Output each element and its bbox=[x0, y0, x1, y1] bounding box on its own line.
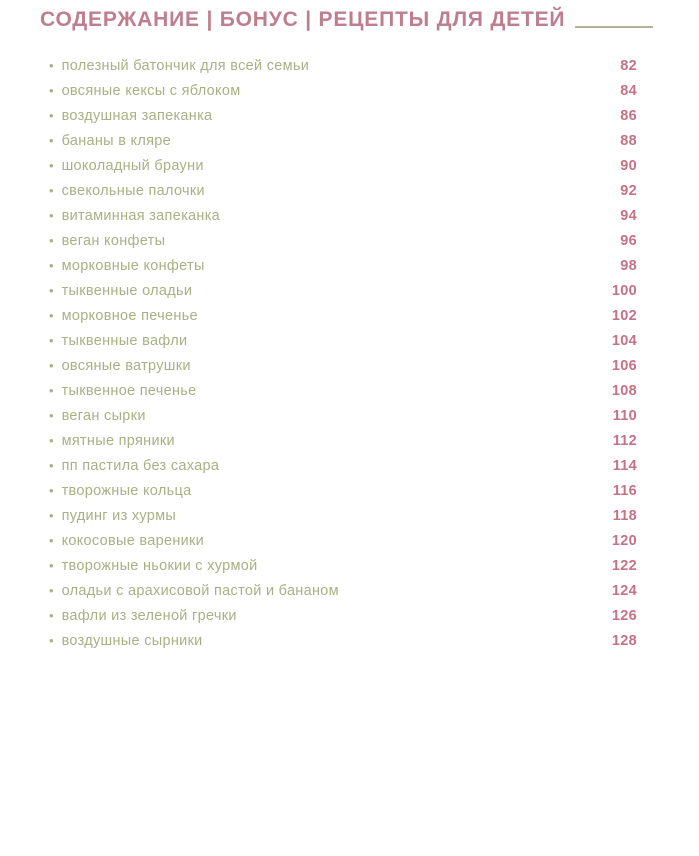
bullet-icon: • bbox=[49, 358, 54, 373]
toc-entry-page: 102 bbox=[611, 307, 637, 324]
bullet-icon: • bbox=[49, 308, 54, 323]
bullet-icon: • bbox=[49, 133, 54, 148]
toc-entry-page: 84 bbox=[620, 82, 637, 99]
toc-entry-label: свекольные палочки bbox=[61, 182, 205, 199]
toc-entry-left bbox=[40, 558, 258, 574]
page-title: СОДЕРЖАНИЕ | БОНУС | РЕЦЕПТЫ ДЛЯ ДЕТЕЙ bbox=[40, 8, 566, 31]
toc-entry-left bbox=[40, 308, 198, 324]
toc-entry[interactable] bbox=[40, 328, 637, 353]
toc-entry[interactable] bbox=[40, 428, 637, 453]
toc-entry[interactable] bbox=[40, 378, 637, 403]
bullet-icon: • bbox=[49, 483, 54, 498]
toc-entry-page: 88 bbox=[620, 132, 637, 149]
toc-entry-label: тыквенное печенье bbox=[61, 382, 197, 399]
toc-entry-page: 90 bbox=[620, 157, 637, 174]
toc-entry-page: 108 bbox=[611, 382, 637, 399]
toc-entry-page: 104 bbox=[611, 332, 637, 349]
toc-entry-label: творожные ньокии с хурмой bbox=[61, 557, 258, 574]
toc-entry-page: 124 bbox=[611, 582, 637, 599]
toc-entry-left bbox=[40, 458, 219, 474]
toc-entry-label: полезный батончик для всей семьи bbox=[61, 57, 310, 74]
toc-entry-page: 110 bbox=[612, 407, 637, 424]
toc-entry-label: витаминная запеканка bbox=[61, 207, 221, 224]
toc-entry-label: овсяные ватрушки bbox=[61, 357, 191, 374]
toc-entry-label: шоколадный брауни bbox=[61, 157, 204, 174]
toc-entry-label: творожные кольца bbox=[61, 482, 192, 499]
bullet-icon: • bbox=[49, 558, 54, 573]
toc-entry-label: морковное печенье bbox=[61, 307, 198, 324]
toc-entry-left bbox=[40, 133, 171, 149]
toc-entry-left bbox=[40, 508, 176, 524]
toc-entry-left bbox=[40, 433, 175, 449]
toc-entry[interactable] bbox=[40, 178, 637, 203]
bullet-icon: • bbox=[49, 383, 54, 398]
toc-entry-left bbox=[40, 583, 339, 599]
toc-entry-page: 86 bbox=[620, 107, 637, 124]
bullet-icon: • bbox=[49, 408, 54, 423]
toc-entry-label: мятные пряники bbox=[61, 432, 175, 449]
toc-header bbox=[0, 0, 699, 32]
toc-entry[interactable] bbox=[40, 78, 637, 103]
toc-entry-left bbox=[40, 358, 191, 374]
toc-entry-label: кокосовые вареники bbox=[61, 532, 205, 549]
toc-entry-page: 94 bbox=[620, 207, 637, 224]
title-rule-line bbox=[575, 26, 653, 28]
bullet-icon: • bbox=[49, 108, 54, 123]
bullet-icon: • bbox=[49, 258, 54, 273]
toc-entry-left bbox=[40, 608, 237, 624]
toc-entry[interactable] bbox=[40, 203, 637, 228]
toc-entry-page: 100 bbox=[611, 282, 637, 299]
toc-entry-left bbox=[40, 183, 205, 199]
toc-list bbox=[40, 53, 637, 653]
toc-entry-page: 128 bbox=[611, 632, 637, 649]
toc-entry-page: 120 bbox=[611, 532, 637, 549]
toc-entry-page: 92 bbox=[620, 182, 637, 199]
toc-entry-left bbox=[40, 533, 204, 549]
toc-entry-page: 98 bbox=[620, 257, 637, 274]
toc-entry[interactable] bbox=[40, 603, 637, 628]
toc-entry-left bbox=[40, 58, 309, 74]
toc-entry-label: овсяные кексы с яблоком bbox=[61, 82, 241, 99]
toc-entry-left bbox=[40, 633, 203, 649]
toc-entry-left bbox=[40, 408, 146, 424]
toc-entry[interactable] bbox=[40, 478, 637, 503]
bullet-icon: • bbox=[49, 83, 54, 98]
bullet-icon: • bbox=[49, 333, 54, 348]
toc-entry-left bbox=[40, 383, 197, 399]
toc-entry-left bbox=[40, 333, 187, 349]
toc-entry[interactable] bbox=[40, 153, 637, 178]
bullet-icon: • bbox=[49, 508, 54, 523]
toc-entry-page: 112 bbox=[612, 432, 637, 449]
toc-entry-page: 114 bbox=[612, 457, 637, 474]
toc-entry[interactable] bbox=[40, 103, 637, 128]
bullet-icon: • bbox=[49, 583, 54, 598]
toc-entry-page: 96 bbox=[620, 232, 637, 249]
bullet-icon: • bbox=[49, 283, 54, 298]
toc-entry-left bbox=[40, 208, 220, 224]
toc-entry-label: оладьи с арахисовой пастой и бананом bbox=[61, 582, 339, 599]
toc-entry[interactable] bbox=[40, 128, 637, 153]
toc-entry[interactable] bbox=[40, 228, 637, 253]
toc-entry[interactable] bbox=[40, 503, 637, 528]
toc-entry-left bbox=[40, 283, 192, 299]
toc-entry-page: 106 bbox=[611, 357, 637, 374]
toc-entry-label: веган сырки bbox=[61, 407, 146, 424]
toc-entry[interactable] bbox=[40, 278, 637, 303]
toc-entry[interactable] bbox=[40, 403, 637, 428]
bullet-icon: • bbox=[49, 58, 54, 73]
toc-entry-label: пп пастила без сахара bbox=[61, 457, 220, 474]
toc-entry-label: воздушная запеканка bbox=[61, 107, 213, 124]
toc-entry[interactable] bbox=[40, 353, 637, 378]
bullet-icon: • bbox=[49, 533, 54, 548]
toc-entry-left bbox=[40, 258, 205, 274]
toc-entry-page: 116 bbox=[612, 482, 637, 499]
toc-entry-label: тыквенные вафли bbox=[61, 332, 188, 349]
toc-entry-label: морковные конфеты bbox=[61, 257, 205, 274]
toc-entry-left bbox=[40, 483, 191, 499]
toc-entry[interactable] bbox=[40, 53, 637, 78]
bullet-icon: • bbox=[49, 183, 54, 198]
toc-entry-label: пудинг из хурмы bbox=[61, 507, 177, 524]
toc-entry[interactable] bbox=[40, 453, 637, 478]
toc-entry-page: 118 bbox=[612, 507, 637, 524]
bullet-icon: • bbox=[49, 608, 54, 623]
toc-entry-label: вафли из зеленой гречки bbox=[61, 607, 237, 624]
toc-entry[interactable] bbox=[40, 253, 637, 278]
toc-entry-left bbox=[40, 233, 165, 249]
toc-entry-left bbox=[40, 83, 240, 99]
toc-entry-label: веган конфеты bbox=[61, 232, 166, 249]
toc-entry[interactable] bbox=[40, 528, 637, 553]
toc-entry[interactable] bbox=[40, 578, 637, 603]
toc-entry-page: 126 bbox=[611, 607, 637, 624]
toc-entry[interactable] bbox=[40, 628, 637, 653]
bullet-icon: • bbox=[49, 433, 54, 448]
bullet-icon: • bbox=[49, 633, 54, 648]
toc-entry-label: тыквенные оладьи bbox=[61, 282, 193, 299]
toc-entry[interactable] bbox=[40, 553, 637, 578]
toc-entry-label: бананы в кляре bbox=[61, 132, 172, 149]
bullet-icon: • bbox=[49, 233, 54, 248]
toc-entry-left bbox=[40, 158, 204, 174]
toc-entry-page: 122 bbox=[611, 557, 637, 574]
toc-entry-left bbox=[40, 108, 212, 124]
toc-entry[interactable] bbox=[40, 303, 637, 328]
toc-entry-label: воздушные сырники bbox=[61, 632, 203, 649]
bullet-icon: • bbox=[49, 158, 54, 173]
bullet-icon: • bbox=[49, 458, 54, 473]
bullet-icon: • bbox=[49, 208, 54, 223]
toc-entry-page: 82 bbox=[620, 57, 637, 74]
